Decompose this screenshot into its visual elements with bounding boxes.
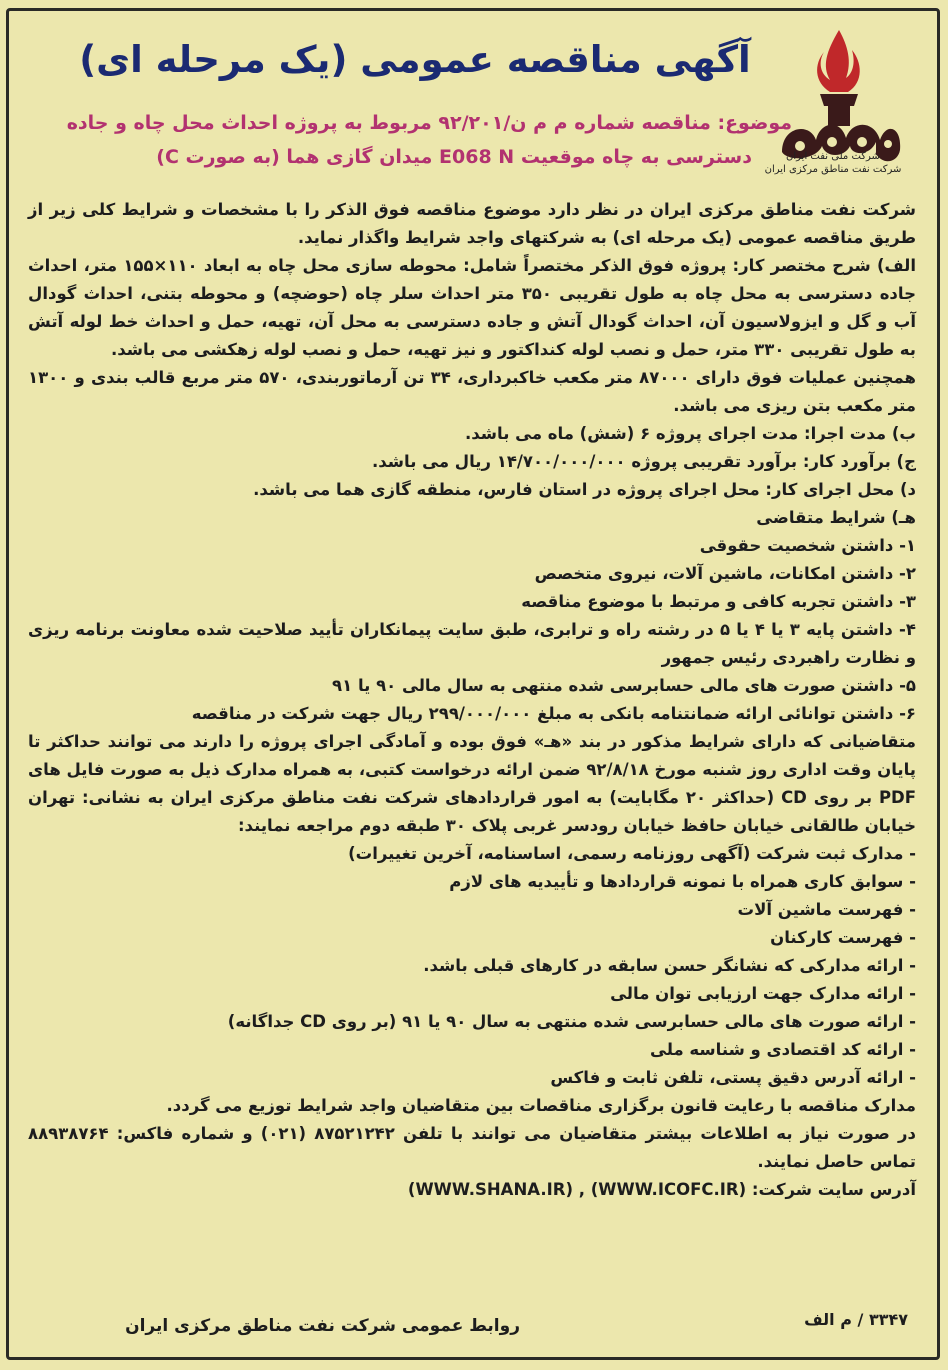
section-a: الف) شرح مختصر کار: پروژه فوق الذکر مختصراً شامل: محوطه سازی محل چاه به ابعاد ۱۱۰×۱۵۵ متر، احداث جاده دسترسی به محل چاه به طول تقریبی ۳۵۰ متر احداث سلر چاه (حوضچه) و محوطه بتنی، احداث گودال آب و گل و ایزولاسیون آن، احداث گودال آتش و جاده دسترسی به محل آن، تهیه، حمل و احداث خط لوله آتش به طول تقریبی ۳۳۰ متر، حمل و نصب لوله کنداکتور و نیز تهیه، حمل و نصب لوله زهکشی می باشد. <box>28 256 916 359</box>
section-h-heading: هـ) شرایط متقاضی <box>756 508 916 527</box>
document-item: - ارائه کد اقتصادی و شناسه ملی <box>650 1040 916 1059</box>
section-b: ب) مدت اجرا: مدت اجرای پروژه ۶ (شش) ماه می باشد. <box>464 424 916 443</box>
condition-item: ۵- داشتن صورت های مالی حسابرسی شده منتهی به سال مالی ۹۰ یا ۹۱ <box>332 676 916 695</box>
section-d: د) محل اجرای کار: محل اجرای پروژه در استان فارس، منطقه گازی هما می باشد. <box>253 480 916 499</box>
logo-caption-line1: شرکت ملی نفت ایران <box>786 151 880 162</box>
document-item: - ارائه آدرس دقیق پستی، تلفن ثابت و فاکس <box>550 1068 916 1087</box>
document-item: - سوابق کاری همراه با نمونه قراردادها و تأییدیه های لازم <box>449 872 916 891</box>
document-item: - ارائه مدارک جهت ارزیابی توان مالی <box>610 984 916 1003</box>
condition-item: ۴- داشتن پایه ۳ یا ۴ یا ۵ در رشته راه و ترابری، طبق سایت پیمانکاران تأیید صلاحیت شده معاونت برنامه ریزی و نظارت راهبردی رئیس جمهور <box>28 620 916 667</box>
intro-paragraph: شرکت نفت مناطق مرکزی ایران در نظر دارد موضوع مناقصه فوق الذکر را با مشخصات و شرایط کلی زیر از طریق مناقصه عمومی (یک مرحله ای) به شرکتهای واجد شرایط واگذار نماید. <box>28 200 916 247</box>
submission-paragraph: متقاضیانی که دارای شرایط مذکور در بند «هـ» فوق بوده و آمادگی اجرای پروژه را دارند می توانند حداکثر تا پایان وقت اداری روز شنبه مورخ ۹۲/۸/۱۸ ضمن ارائه درخواست کتبی، به همراه مدارک ذیل به صورت فایل های PDF بر روی CD (حداکثر ۲۰ مگابایت) به امور قراردادهای شرکت نفت مناطق مرکزی ایران به نشانی: تهران خیابان طالقانی خیابان حافظ خیابان رودسر غربی پلاک ۳۰ طبقه دوم مراجعه نمایند: <box>28 732 917 835</box>
document-item: - فهرست ماشین آلات <box>737 900 916 919</box>
subject-line-2: دسترسی به چاه موقعیت E068 N میدان گازی هما (به صورت C) <box>156 146 752 168</box>
website-line: آدرس سایت شرکت: (WWW.ICOFC.IR) , (WWW.SHANA.IR) <box>407 1180 916 1199</box>
ad-code: ۳۳۴۷ / م الف <box>804 1310 908 1329</box>
ad-signature: روابط عمومی شرکت نفت مناطق مرکزی ایران <box>125 1316 520 1336</box>
distribution-paragraph: مدارک مناقصه با رعایت قانون برگزاری مناقصات بین متقاضیان واجد شرایط توزیع می گردد. <box>166 1096 916 1115</box>
condition-item: ۲- داشتن امکانات، ماشین آلات، نیروی متخصص <box>534 564 916 583</box>
subject-line-1: موضوع: مناقصه شماره م م ن/۹۲/۲۰۱ مربوط به پروژه احداث محل چاه و جاده <box>66 112 792 134</box>
section-c: ج) برآورد کار: برآورد تقریبی پروژه ۱۴/۷۰۰/۰۰۰/۰۰۰ ریال می باشد. <box>371 452 916 471</box>
document-item: - ارائه مدارکی که نشانگر حسن سابقه در کارهای قبلی باشد. <box>423 956 916 975</box>
ad-title: آگهی مناقصه عمومی (یک مرحله ای) <box>79 38 751 81</box>
condition-item: ۳- داشتن تجربه کافی و مرتبط با موضوع مناقصه <box>521 592 916 611</box>
contact-paragraph: در صورت نیاز به اطلاعات بیشتر متقاضیان می توانند با تلفن ۸۷۵۲۱۲۴۲ (۰۲۱) و شماره فاکس: ۸۸۹۳۸۷۶۴ تماس حاصل نمایند. <box>28 1124 916 1171</box>
logo-caption-line2: شرکت نفت مناطق مرکزی ایران <box>764 164 902 175</box>
ad-body <box>28 196 916 1204</box>
document-item: - فهرست کارکنان <box>770 928 916 947</box>
ad-subject <box>52 106 792 174</box>
condition-item: ۶- داشتن توانائی ارائه ضمانتنامه بانکی به مبلغ ۲۹۹/۰۰۰/۰۰۰ ریال جهت شرکت در مناقصه <box>191 704 916 723</box>
document-item: - مدارک ثبت شرکت (آگهی روزنامه رسمی، اساسنامه، آخرین تغییرات) <box>348 844 916 863</box>
condition-item: ۱- داشتن شخصیت حقوقی <box>699 536 916 555</box>
document-item: - ارائه صورت های مالی حسابرسی شده منتهی به سال ۹۰ یا ۹۱ (بر روی CD جداگانه) <box>227 1012 916 1031</box>
section-a-quantities: همچنین عملیات فوق دارای ۸۷۰۰۰ متر مکعب خاکبرداری، ۳۴ تن آرماتوربندی، ۵۷۰ متر مربع قالب بندی و ۱۳۰۰ متر مکعب بتن ریزی می باشد. <box>28 368 916 415</box>
